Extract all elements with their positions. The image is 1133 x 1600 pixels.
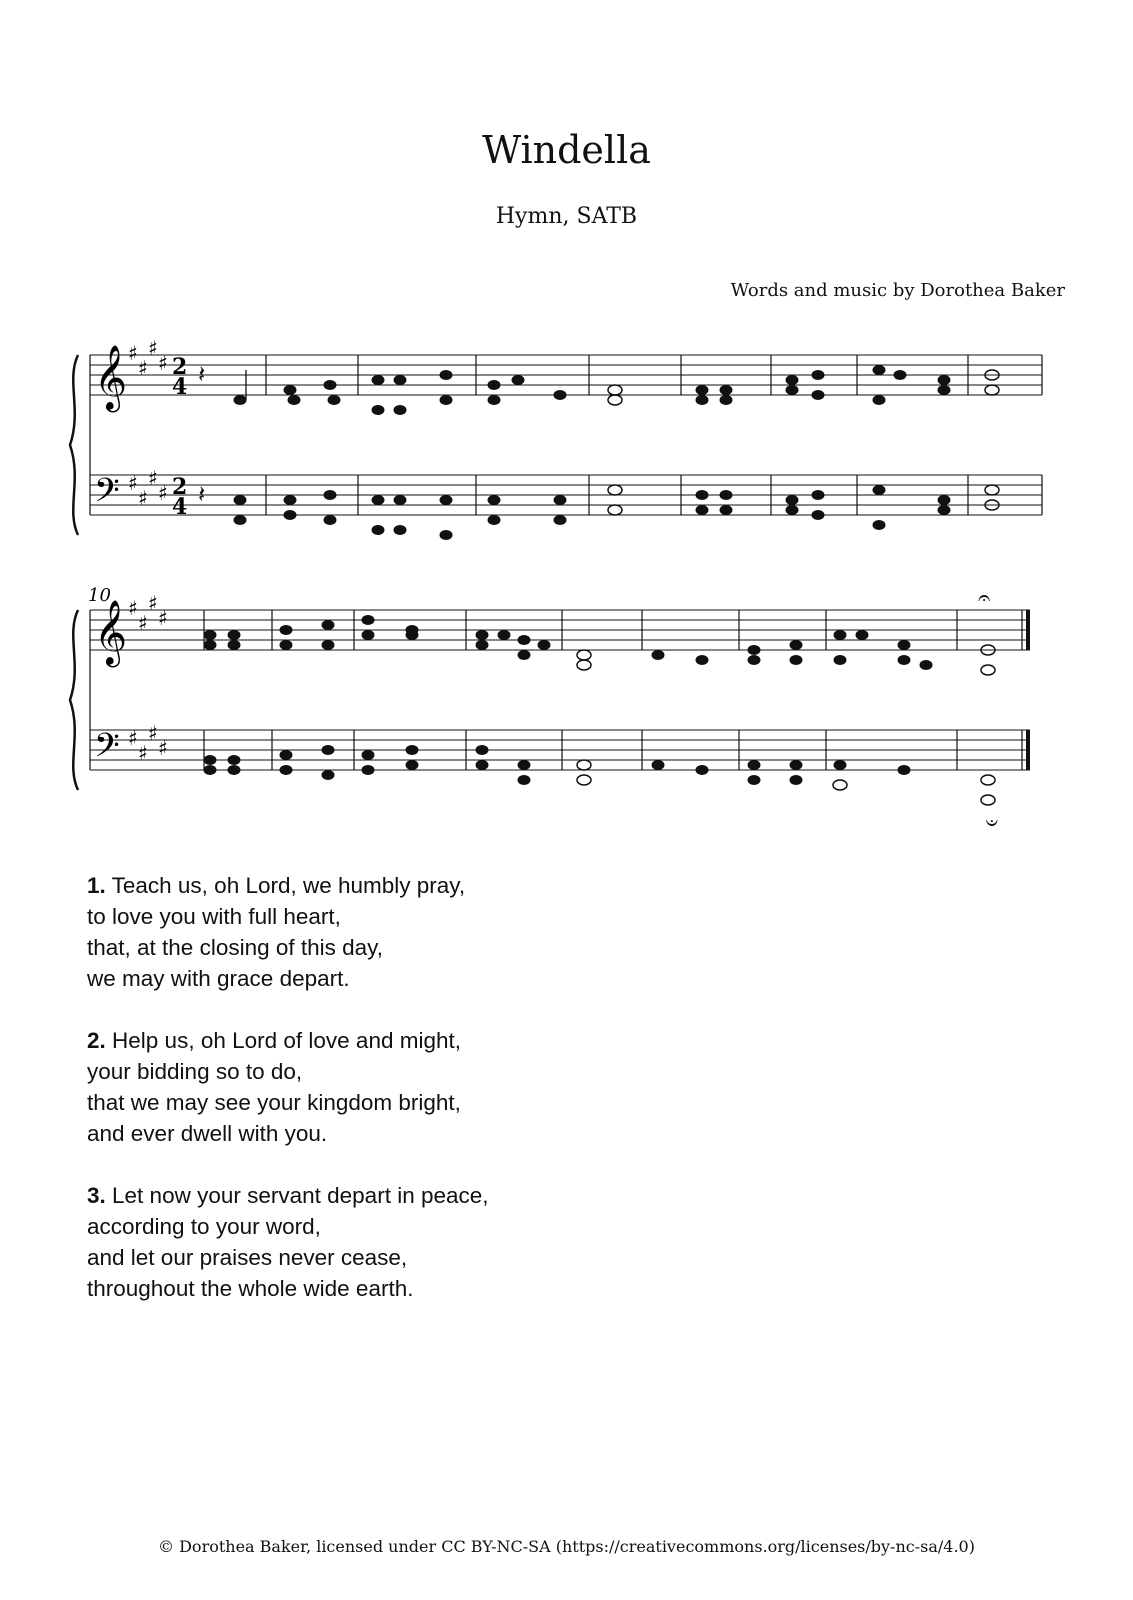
brace xyxy=(70,355,78,535)
svg-text:♯: ♯ xyxy=(158,351,168,375)
key-signature-bass xyxy=(128,721,168,765)
lyric-line: according to your word, xyxy=(87,1214,321,1239)
lyric-line: and let our praises never cease, xyxy=(87,1245,408,1270)
treble-clef-icon: 𝄞 xyxy=(94,345,128,410)
composer-credit: Words and music by Dorothea Baker xyxy=(730,280,1065,301)
key-signature-bass xyxy=(128,466,168,510)
time-signature-bottom: 4 xyxy=(172,494,188,520)
bass-clef-icon: 𝄢 xyxy=(94,727,120,773)
lyric-line: to love you with full heart, xyxy=(87,904,341,929)
fermata-icon: 𝄐 xyxy=(985,810,998,835)
svg-text:♯: ♯ xyxy=(128,471,138,495)
lyric-line: Help us, oh Lord of love and might, xyxy=(112,1028,461,1053)
svg-text:♯: ♯ xyxy=(138,741,148,765)
quarter-rest: 𝄽 xyxy=(198,482,206,508)
verse-number: 1. xyxy=(87,873,106,898)
svg-text:♯: ♯ xyxy=(138,486,148,510)
quarter-rest: 𝄽 xyxy=(198,362,206,388)
lyrics xyxy=(87,870,489,1335)
svg-text:♯: ♯ xyxy=(148,336,158,360)
lyric-line: throughout the whole wide earth. xyxy=(87,1276,414,1301)
verse-number: 3. xyxy=(87,1183,106,1208)
treble-clef-icon: 𝄞 xyxy=(94,600,128,665)
svg-text:♯: ♯ xyxy=(148,466,158,490)
treble-notes xyxy=(198,362,999,415)
verse-2 xyxy=(87,1025,489,1149)
key-signature-treble xyxy=(128,336,168,380)
svg-text:♯: ♯ xyxy=(158,481,168,505)
page-subtitle: Hymn, SATB xyxy=(495,204,638,229)
lyric-line: your bidding so to do, xyxy=(87,1059,303,1084)
bass-clef-icon: 𝄢 xyxy=(94,472,120,518)
lyric-line: that we may see your kingdom bright, xyxy=(87,1090,461,1115)
lyric-line: that, at the closing of this day, xyxy=(87,935,384,960)
lyric-line: we may with grace depart. xyxy=(87,966,350,991)
svg-text:♯: ♯ xyxy=(138,611,148,635)
svg-text:♯: ♯ xyxy=(158,606,168,630)
page-title: Windella xyxy=(482,128,651,172)
score-system-2 xyxy=(62,575,1062,845)
bass-notes xyxy=(198,482,999,540)
lyric-line: Teach us, oh Lord, we humbly pray, xyxy=(111,873,466,898)
svg-text:♯: ♯ xyxy=(158,736,168,760)
verse-3 xyxy=(87,1180,489,1304)
svg-text:♯: ♯ xyxy=(148,721,158,745)
score-system-1 xyxy=(62,320,1062,570)
lyric-line: and ever dwell with you. xyxy=(87,1121,328,1146)
svg-text:♯: ♯ xyxy=(128,341,138,365)
bass-staff xyxy=(90,475,1042,515)
time-signature-top: 2 xyxy=(172,474,188,500)
key-signature-treble xyxy=(128,591,168,635)
bass-notes xyxy=(204,746,998,836)
svg-text:♯: ♯ xyxy=(138,356,148,380)
verse-1 xyxy=(87,870,489,994)
time-signature-top: 2 xyxy=(172,354,188,380)
fermata-icon: 𝄐 xyxy=(978,586,991,611)
brace xyxy=(70,610,78,790)
lyric-line: Let now your servant depart in peace, xyxy=(112,1183,489,1208)
svg-text:♯: ♯ xyxy=(128,596,138,620)
verse-number: 2. xyxy=(87,1028,106,1053)
copyright-footer: © Dorothea Baker, licensed under CC BY-NC-SA (https://creativecommons.org/licenses/by-nc-sa/4.0) xyxy=(158,1537,975,1556)
measure-number: 10 xyxy=(88,585,111,606)
time-signature-bottom: 4 xyxy=(172,374,188,400)
svg-text:♯: ♯ xyxy=(128,726,138,750)
svg-text:♯: ♯ xyxy=(148,591,158,615)
